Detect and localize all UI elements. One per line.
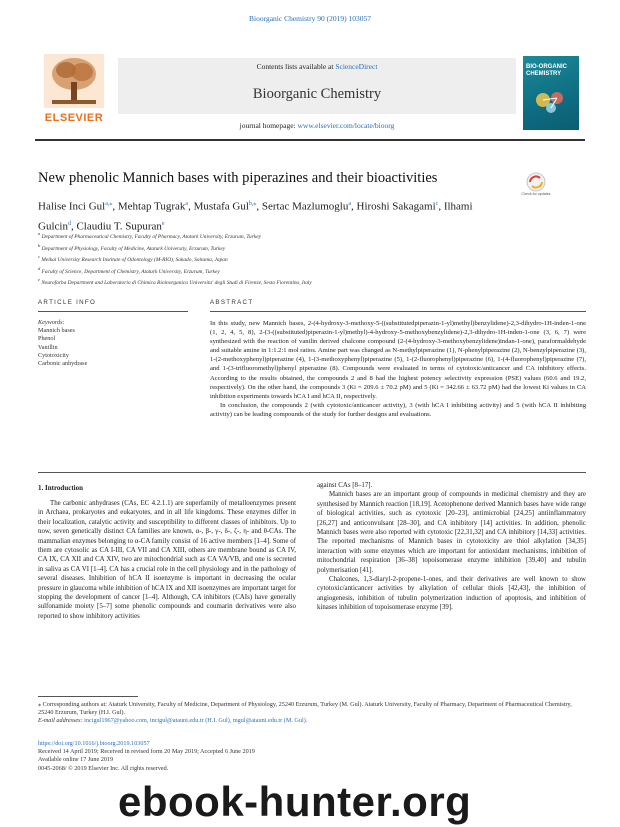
journal-reference[interactable]: Bioorganic Chemistry 90 (2019) 103057 [249,14,371,23]
affiliation-item [38,276,578,288]
author-affiliation-marker[interactable]: c [435,201,439,207]
affiliation-key: e [38,277,40,282]
body-paragraph: The carbonic anhydrases (CAs, EC 4.2.1.1) are superfamily of metalloenzymes present in Archaea, prokaryotes and eukaryotes, and in all life kingdoms. These enzymes differ in their localization, catalytic activity and susceptibility to different classes of inhibitors. Up to now, seven genetically distinct CA families are known, α-, β-, γ-, δ-, ζ-, η- and θ-CAs. The mammalian enzymes belonging to α-CA family consist of 16 active members [1–4]. Some of them are cytosolic as CA I-III, CA VII and CA XIII, others are membrane bound as CA IV, CA IX, CA XII and CA XIV, two are mitochondrial such as CA VA/VB, and one is secreted in saliva as CA VI [1–4]. CA has a crucial role in the cell physiology and in the pathology of several diseases. Inhibition of hCA II isoenzyme is important in decreasing the ocular pressure in glaucoma while inhibition of hCA IX and XII isoenzymes are important target for stopping the development of cancer [1–4]. Although, CA inhibitors (CAIs) have generally sulfonamide moiety [5–7] some phenolic compounds and coumarin derivatives were also reported to show inhibitory activities [38,500,296,620]
email-links[interactable]: incigul1967@yahoo.com, incigul@atauni.edu.tr (H.I. Gul), mgul@atauni.edu.tr (M. Gul). [84,717,308,725]
footnotes [38,701,586,726]
check-for-updates-badge[interactable] [521,172,551,202]
keyword: Cytotoxicity [38,351,69,359]
author-name[interactable]: Hiroshi Sakagami [356,200,436,213]
check-updates-icon [524,172,548,202]
abstract-heading: ABSTRACT [210,299,254,306]
affiliation-item [38,242,578,254]
author-affiliation-marker[interactable]: e [161,220,165,227]
corresponding-author-note: ⁎ Corresponding authors at: Ataturk University, Faculty of Medicine, Department of Physiology, 25240 Erzurum, Turkey (M. Gul). Ataturk University, Faculty of Pharmacy, Department of Pharmaceutical Chemistry, 25240 Erzurum, Turkey (H.I. Gul). [38,701,572,717]
abstract-rule [210,311,586,312]
homepage-link[interactable]: www.elsevier.com/locate/bioorg [297,121,395,130]
affiliation-text: Meikai University Research Institute of Odontology (M-RIO), Sakado, Saitama, Japan [40,256,228,263]
cover-molecule-icon [531,86,571,116]
affiliation-item [38,253,578,265]
author-separator: , [438,200,444,213]
body-paragraph: against CAs [8–17]. [317,482,373,489]
keyword: Mannich bases [38,327,75,335]
author-name[interactable]: Sertac Mazlumoglu [261,200,349,213]
abstract-text [210,319,586,419]
abstract-conclusion: In conclusion, the compounds 2 (with cytotoxic/anticancer activity), 3 (with hCA I inhibiting activity) and 5 (with hCA II inhibiting activity) can be leading compounds of the study for further designs and evaluations. [210,401,586,418]
article-info-rule [38,311,188,312]
keyword: Phenol [38,335,56,343]
cover-title: BIO-ORGANIC CHEMISTRY [526,64,567,77]
author-name[interactable]: Mustafa Gul [193,200,249,213]
elsevier-tree-icon [44,54,104,108]
introduction-heading: 1. Introduction [38,484,83,492]
journal-cover[interactable] [523,56,579,130]
affiliation-key: a [38,231,41,236]
contents-line: Contents lists available at ScienceDirect [256,62,378,71]
affiliation-item [38,265,578,277]
abstract-bottom-rule [38,472,586,473]
author-affiliation-marker[interactable]: a [185,201,189,207]
author-separator: , [256,200,262,213]
author-separator: , [351,200,357,213]
publication-info [38,740,338,773]
affiliation-text: Department of Physiology, Faculty of Medicine, Ataturk University, Erzurum, Turkey [40,245,226,252]
watermark: ebook-hunter.org [118,778,472,825]
keyword: Vanillin [38,343,58,351]
body-paragraph: Chalcones, 1,3-diaryl-2-propene-1-ones, and their derivatives are well known to show cytotoxic/anticancer activities by alkylation of cellular thiols [42,43], the inhibition of angiogenesis, inhibition of tubulin polymerization induction of apoptosis, and inhibition of kinases inhibition of topoisomerase enzyme [39]. [317,576,586,612]
affiliations [38,230,578,288]
author-name[interactable]: Claudiu T. Supuran [76,220,162,233]
article-info-heading: ARTICLE INFO [38,299,97,306]
affiliation-text: Faculty of Science, Department of Chemistry, Ataturk University, Erzurum, Turkey [40,268,220,275]
author-separator: , [70,220,77,233]
check-updates-label: Check for updates [521,192,551,196]
keyword: Carbonic anhydrase [38,360,88,368]
journal-homepage: journal homepage: www.elsevier.com/locate/bioorg [239,121,395,130]
abstract-paragraph: In this study, new Mannich bases, 2-(4-hydroxy-3-methoxy-5-((substitutedpiperazin-1-yl)methyl)benzylidene)-2,3-dihydro-1H-inden-1-one (1, 2, 4, 5, 8), 2-(3-((substituted)piperazin-1-yl)methyl)-4-hydroxy-5-methoxybenzylidene)-2,3-dihydro-1H-inden-1-one (3, 6, 7) were synthesized with the reaction of vanilin derived chalcone compound (2-(4-hydroxy-3-methoxybenzylidene)indan-1-one), paraformaldehyde and suitable amine in 1:1.2:1 mol ratios. Amine part was changed as N-methylpiperazine (1), N-phenylpiperazine (2), N-benzylpiperazine (3), 1-(2-methoxyphenyl)piperazine (4), 1-(3-methoxyphenyl)piperazine (5), 1-(2-fluorophenyl)piperazine (6), 1-(4-fluorophenyl)piperazine (7), and 1-(3-trifluoromethyl)phenyl piperazine (8). Compounds were evaluated in terms of cytotoxic/anticancer and CA inhibitory effects. According to the results obtained, the compounds 2 and 8 had the highest potency selectivity expression (PSE) values (60.6 and 19.2, respectively). On the other hand, the compounds 3 (Ki = 209.6 ± 70.2 pM) and 5 (Ki = 342.66 ± 63.72 pM) had the lowest Ki values in CA inhibition experiments towards hCA I and hCA II, respectively. [210,320,586,400]
introduction-left-column [38,499,296,621]
header-rule [35,139,585,141]
sciencedirect-link[interactable]: ScienceDirect [335,62,378,71]
author-affiliation-marker[interactable]: a [348,201,351,207]
keywords-list [38,327,188,368]
doi-link[interactable]: https://doi.org/10.1016/j.bioorg.2019.103057 [38,740,150,747]
article-title: New phenolic Mannich bases with piperazines and their bioactivities [38,170,438,186]
affiliation-key: c [38,254,40,259]
introduction-right-column [317,481,586,613]
author-affiliation-marker[interactable]: b,⁎ [248,201,257,207]
affiliation-key: d [38,265,41,271]
keywords-block [38,319,188,368]
author-name[interactable]: Halise Inci Gul [38,200,106,213]
affiliation-text: Neurofarba Department and Laboratorio di Chimica Bioinorganica Universita' degli Studi di Firenze, Sesto Fiorentino, Italy [40,279,312,286]
author-name[interactable]: Mehtap Tugrak [117,200,186,213]
email-addresses: E-mail addresses: incigul1967@yahoo.com, incigul@atauni.edu.tr (H.I. Gul), mgul@atauni.edu.tr (M. Gul). [38,717,308,725]
received-dates: Received 14 April 2019; Received in revised form 20 May 2019; Accepted 6 June 2019 [38,748,255,756]
footnote-rule [38,696,138,697]
author-affiliation-marker[interactable]: a,⁎ [105,201,113,207]
author-name[interactable]: Ilhami Gulcin [38,200,473,233]
affiliation-item [38,230,578,242]
author-affiliation-marker[interactable]: d [67,220,71,227]
journal-name: Bioorganic Chemistry [252,86,382,102]
affiliation-key: b [38,242,41,248]
copyright: 0045-2068/ © 2019 Elsevier Inc. All rights reserved. [38,764,169,772]
author-separator: , [112,200,118,213]
elsevier-logo [38,52,110,128]
author-separator: , [188,200,194,213]
available-online: Available online 17 June 2019 [38,756,114,764]
affiliation-text: Department of Pharmaceutical Chemistry, Faculty of Pharmacy, Ataturk University, Erzurum, Turkey [40,233,261,240]
keywords-label: Keywords: [38,319,65,326]
body-paragraph: Mannich bases are an important group of compounds in medicinal chemistry and they are synthesised by Mannich reaction [18,19]. Acetophenone derived Mannich bases have wide range of biological activities, such as cytotoxic [20–23], antimicrobial [24,25] antiinflammatory [26,27] and anticonvulsant [28–30], and CA inhibitory [14] activities. In addition, phenolic Mannich bases were also reported with cytotoxic [22,31,32] and CA inhibitory [14,33] activities. The reported mechanisms of Mannich bases in cytotoxicity are thiol alkylation [34,35] interaction with some enzymes which are important for antioxidant mechanisms, inhibition of mitochondrial respiration [36–38] topoisomerase enzyme inhibition [39,40] and tubulin polymerisation [41]. [317,491,586,574]
elsevier-wordmark: ELSEVIER [44,112,104,124]
